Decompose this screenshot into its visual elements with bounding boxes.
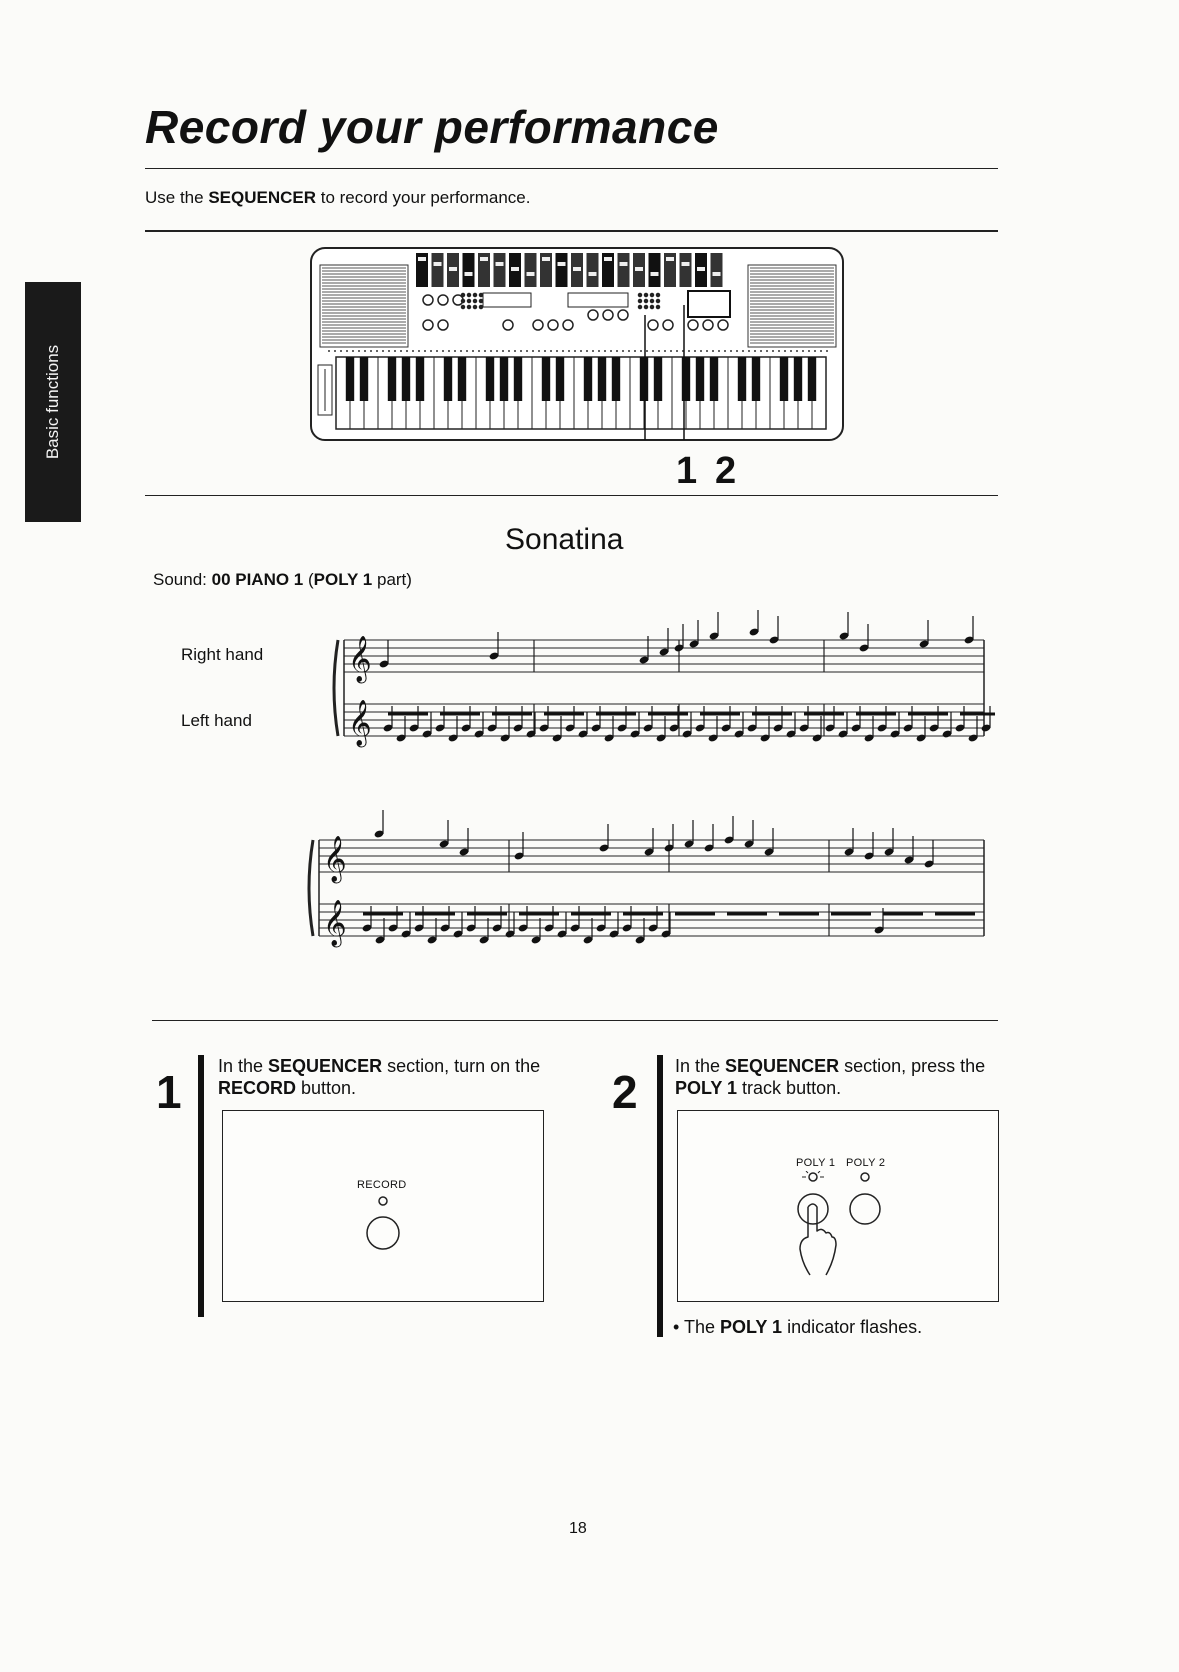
section-tab-label: Basic functions (43, 344, 62, 460)
record-panel-illustration (222, 1110, 544, 1302)
record-button[interactable] (353, 1195, 413, 1255)
section-tab (25, 282, 81, 522)
svg-text:𝄞: 𝄞 (323, 900, 347, 946)
left-hand-label: Left hand (181, 711, 252, 730)
step-bar-1 (198, 1055, 204, 1317)
record-label: RECORD (357, 1179, 407, 1191)
intro-text: Use the SEQUENCER to record your performance. (145, 188, 531, 207)
poly2-label: POLY 2 (846, 1157, 886, 1169)
keyboard-keys (336, 357, 826, 429)
poly1-indicator-icon (802, 1171, 824, 1181)
step-number-1: 1 (156, 1066, 182, 1118)
left-speaker-grille (320, 265, 408, 347)
poly2-button (850, 1194, 880, 1224)
sound-info: Sound: 00 PIANO 1 (POLY 1 part) (153, 570, 412, 589)
poly1-label: POLY 1 (796, 1157, 836, 1169)
section-rule (145, 230, 998, 232)
step-2-instruction: In the SEQUENCER section, press the POLY 1 track button. (675, 1056, 986, 1098)
song-title: Sonatina (505, 523, 624, 556)
svg-text:𝄞: 𝄞 (323, 836, 347, 882)
right-speaker-grille (748, 265, 836, 347)
record-indicator-icon (379, 1197, 387, 1205)
section-rule (145, 495, 998, 496)
poly-track-panel-illustration (677, 1110, 999, 1302)
step-number-2: 2 (612, 1066, 638, 1118)
score-system-1 (330, 610, 995, 750)
step-bar-2 (657, 1055, 663, 1337)
right-hand-label: Right hand (181, 645, 264, 664)
pointing-hand-icon (800, 1204, 836, 1275)
poly1-button (798, 1194, 828, 1224)
page-number: 18 (569, 1520, 587, 1537)
page-title: Record your performance (145, 101, 719, 153)
step-1-instruction: In the SEQUENCER section, turn on the RECORD button. (218, 1056, 541, 1098)
poly-track-buttons (786, 1171, 896, 1291)
callout-number-1: 1 (676, 450, 698, 492)
score-system-2 (305, 800, 995, 960)
step-2-note: • The POLY 1 indicator flashes. (673, 1317, 923, 1337)
svg-text:𝄞: 𝄞 (348, 700, 372, 746)
poly2-indicator-icon (861, 1173, 869, 1181)
callout-number-2: 2 (715, 450, 737, 492)
svg-text:𝄞: 𝄞 (348, 636, 372, 682)
keyboard-illustration (308, 245, 848, 475)
title-rule (145, 168, 998, 169)
section-rule (152, 1020, 998, 1021)
